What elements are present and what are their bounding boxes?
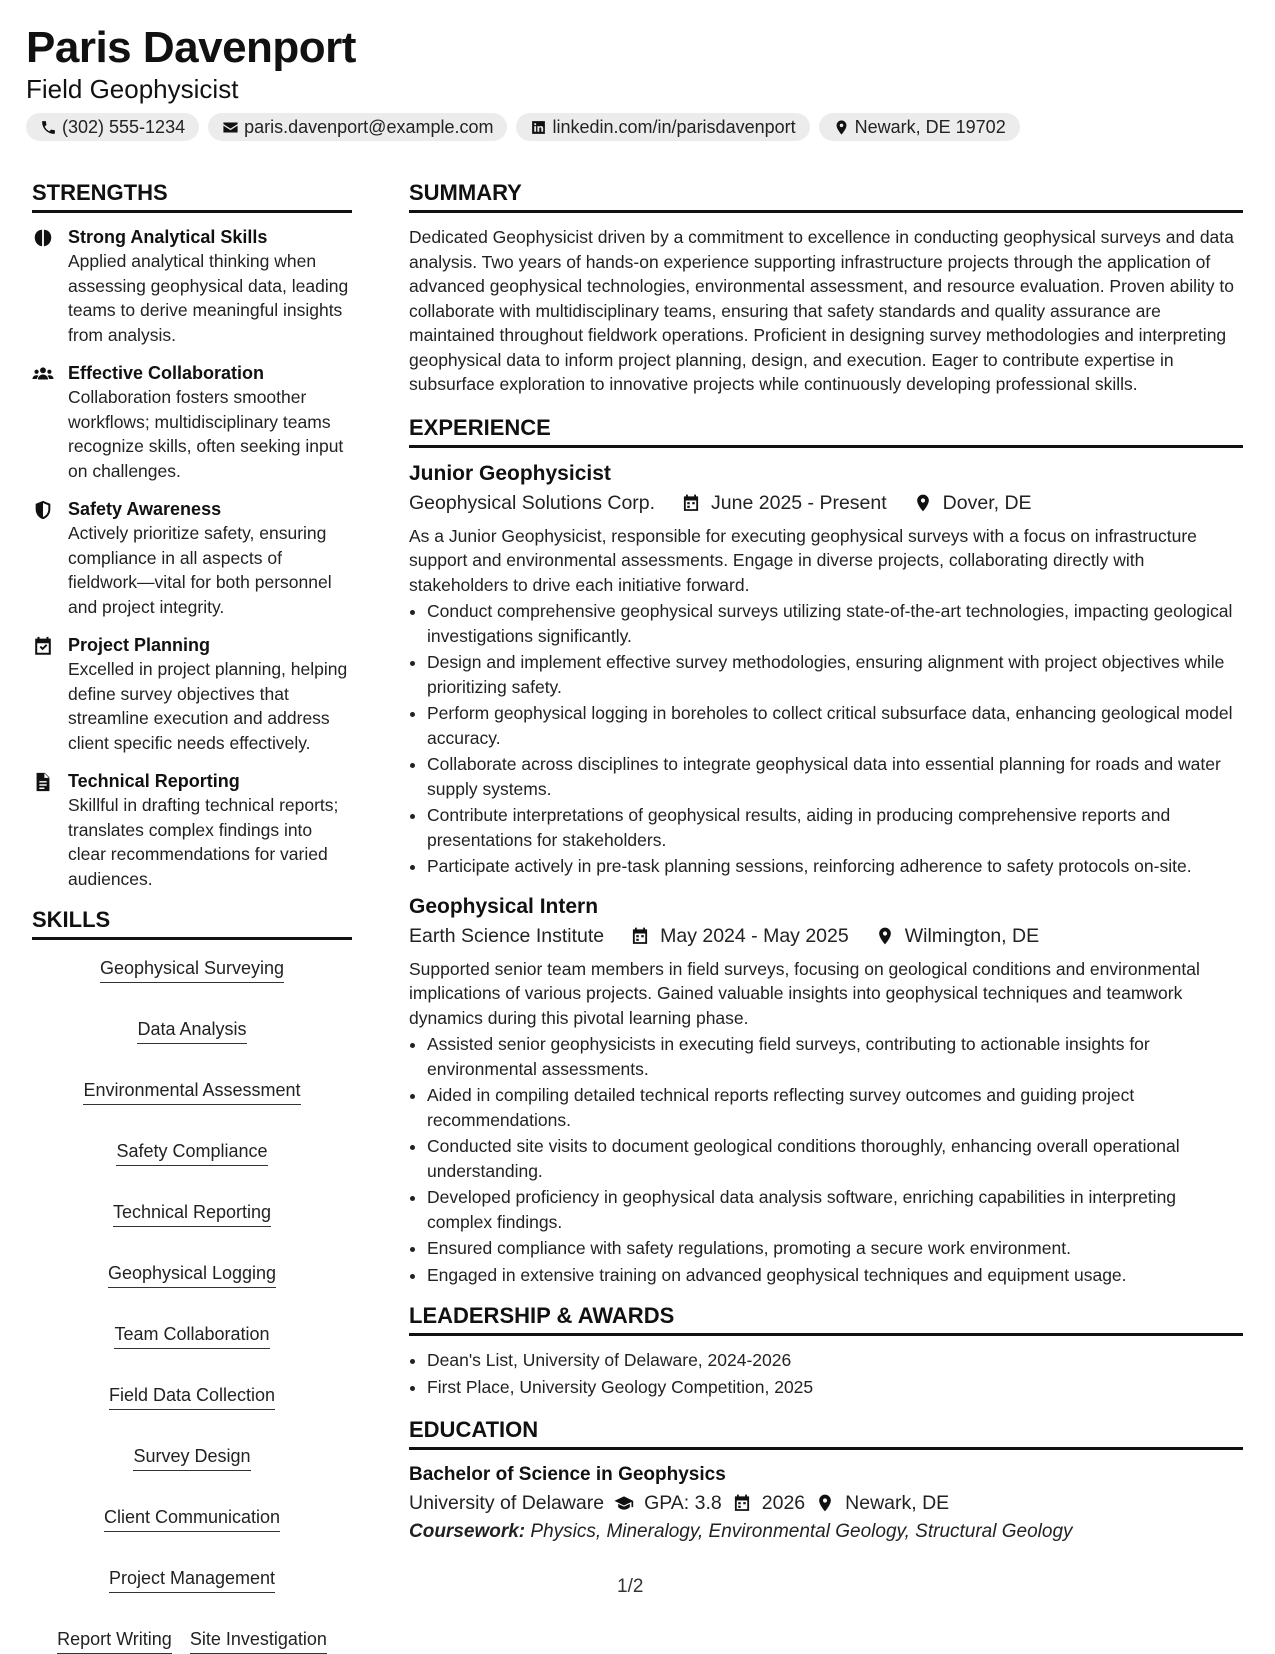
strength-item (32, 225, 352, 347)
job-company: Earth Science Institute (409, 924, 605, 947)
job-meta (409, 921, 1243, 951)
job-entry (409, 893, 1243, 1288)
skill-tag: Environmental Assessment (83, 1078, 300, 1105)
education-location: Newark, DE (845, 1492, 950, 1514)
shield-icon (32, 499, 54, 521)
users-icon (32, 363, 54, 385)
job-entry (409, 460, 1243, 879)
education-heading: EDUCATION (409, 1415, 1243, 1450)
coursework-label: Coursework: (409, 1521, 526, 1542)
calendar-check-icon (32, 635, 54, 657)
strengths-heading: STRENGTHS (32, 178, 352, 213)
education-gpa: GPA: 3.8 (644, 1492, 722, 1514)
education-coursework (409, 1518, 1243, 1546)
experience-heading: EXPERIENCE (409, 413, 1243, 448)
page-number: 1/2 (617, 1576, 644, 1597)
list-item: • Dean's List, University of Delaware, 2024-2026 (427, 1348, 1243, 1373)
list-item: • First Place, University Geology Competition, 2025 (427, 1375, 1243, 1400)
strength-item (32, 497, 352, 619)
candidate-name: Paris Davenport (26, 23, 356, 72)
skills-heading: SKILLS (32, 905, 352, 940)
strength-title: Strong Analytical Skills (68, 227, 268, 247)
contact-bar (26, 113, 1249, 141)
candidate-title: Field Geophysicist (26, 74, 239, 104)
list-item: • Contribute interpretations of geophysical results, aiding in producing comprehensive reports and presentations for stakeholders. (427, 803, 1243, 852)
right-column (409, 178, 1243, 1546)
list-item: • Conducted site visits to document geological conditions thoroughly, enhancing overall operational understanding. (427, 1134, 1243, 1183)
education-year: 2026 (761, 1492, 806, 1514)
skill-tag: Report Writing (57, 1627, 172, 1654)
strength-title: Safety Awareness (68, 499, 222, 519)
left-column (32, 178, 352, 1654)
job-bullets (409, 1032, 1243, 1287)
brain-icon (32, 227, 54, 249)
phone-icon (40, 119, 57, 136)
education-degree: Bachelor of Science in Geophysics (409, 1464, 726, 1485)
job-title: Geophysical Intern (409, 894, 599, 918)
skill-tag: Survey Design (133, 1444, 250, 1471)
skill-tag: Safety Compliance (116, 1139, 267, 1166)
skill-tag: Geophysical Logging (108, 1261, 276, 1288)
job-location: Wilmington, DE (904, 924, 1040, 947)
job-dates: June 2025 - Present (711, 491, 887, 514)
skill-tag: Technical Reporting (113, 1200, 271, 1227)
skill-tag: Field Data Collection (109, 1383, 275, 1410)
list-item: • Collaborate across disciplines to integrate geophysical data into essential planning for roads and water supply systems. (427, 752, 1243, 801)
list-item: • Perform geophysical logging in boreholes to collect critical subsurface data, enhancing geological model accuracy. (427, 701, 1243, 750)
map-pin-icon (913, 493, 933, 513)
document-icon (32, 771, 54, 793)
contact-location (819, 113, 1020, 141)
job-dates: May 2024 - May 2025 (660, 924, 849, 947)
map-pin-icon (815, 1493, 835, 1513)
skill-tag: Site Investigation (190, 1627, 327, 1654)
coursework-list: Physics, Mineralogy, Environmental Geology, Structural Geology (530, 1521, 1073, 1542)
job-bullets (409, 599, 1243, 879)
job-description: As a Junior Geophysicist, responsible for executing geophysical surveys with a focus on infrastructure support and environmental assessments. Engage in diverse projects, collaborating directly with stakeholders to drive each initiative forward. (409, 525, 1197, 595)
linkedin-icon (530, 119, 547, 136)
envelope-icon (222, 119, 239, 136)
strength-title: Effective Collaboration (68, 363, 265, 383)
skill-tag: Data Analysis (137, 1017, 246, 1044)
graduation-cap-icon (614, 1493, 634, 1513)
strength-desc: Skillful in drafting technical reports; translates complex findings into clear recommendations for varied audiences. (68, 795, 339, 889)
skill-tag: Project Management (109, 1566, 275, 1593)
strength-item (32, 769, 352, 891)
skill-tag: Geophysical Surveying (100, 956, 284, 983)
list-item: • Assisted senior geophysicists in executing field surveys, contributing to actionable insights for environmental assessments. (427, 1032, 1243, 1081)
map-pin-icon (833, 119, 850, 136)
contact-phone-text: (302) 555-1234 (62, 116, 186, 137)
strength-desc: Excelled in project planning, helping define survey objectives that streamline execution and address client specific needs effectively. (68, 659, 348, 753)
education-meta (409, 1488, 1243, 1518)
list-item: • Ensured compliance with safety regulations, promoting a secure work environment. (427, 1236, 1243, 1261)
strength-item (32, 361, 352, 483)
strength-desc: Actively prioritize safety, ensuring compliance in all aspects of fieldwork—vital for both personnel and project integrity. (68, 523, 332, 617)
list-item: • Developed proficiency in geophysical data analysis software, enriching capabilities in interpreting complex findings. (427, 1185, 1243, 1234)
strength-title: Project Planning (68, 635, 211, 655)
strength-title: Technical Reporting (68, 771, 240, 791)
strength-desc: Collaboration fosters smoother workflows; multidisciplinary teams recognize skills, often seeking input on challenges. (68, 387, 344, 481)
contact-location-text: Newark, DE 19702 (854, 116, 1006, 137)
strength-desc: Applied analytical thinking when assessing geophysical data, leading teams to derive meaningful insights from analysis. (68, 251, 349, 345)
list-item: • Aided in compiling detailed technical reports reflecting survey outcomes and guiding project recommendations. (427, 1083, 1243, 1132)
awards-list (409, 1348, 1243, 1399)
job-meta (409, 488, 1243, 518)
summary-heading: SUMMARY (409, 178, 1243, 213)
contact-linkedin-text: linkedin.com/in/parisdavenport (552, 116, 796, 137)
contact-phone[interactable] (26, 113, 199, 141)
calendar-icon (630, 926, 650, 946)
list-item: • Engaged in extensive training on advanced geophysical techniques and equipment usage. (427, 1263, 1243, 1288)
job-location: Dover, DE (942, 491, 1032, 514)
resume-header (26, 22, 1249, 141)
job-title: Junior Geophysicist (409, 461, 611, 485)
education-school: University of Delaware (409, 1492, 605, 1514)
summary-text: Dedicated Geophysicist driven by a commitment to excellence in conducting geophysical surveys and data analysis. Two years of hands-on experience supporting infrastructure projects through the application of advanced geophysical technologies, environmental assessment, and resource evaluation. Proven ability to collaborate with multidisciplinary teams, ensuring that safety standards and quality assurance are maintained throughout fieldwork operations. Proficient in designing survey methodologies and interpreting geophysical data to inform project planning, design, and execution. Eager to contribute expertise in subsurface exploration to innovative projects while continuously developing professional skills. (409, 227, 1234, 394)
job-company: Geophysical Solutions Corp. (409, 491, 656, 514)
skills-list (32, 956, 352, 1654)
skill-tag: Team Collaboration (114, 1322, 269, 1349)
list-item: • Conduct comprehensive geophysical surveys utilizing state-of-the-art technologies, impacting geological investigations significantly. (427, 599, 1243, 648)
awards-heading: LEADERSHIP & AWARDS (409, 1301, 1243, 1336)
strength-item (32, 633, 352, 755)
list-item: • Design and implement effective survey methodologies, ensuring alignment with project objectives while prioritizing safety. (427, 650, 1243, 699)
calendar-icon (732, 1493, 752, 1513)
contact-email[interactable] (208, 113, 507, 141)
list-item: • Participate actively in pre-task planning sessions, reinforcing adherence to safety protocols on-site. (427, 854, 1243, 879)
map-pin-icon (875, 926, 895, 946)
calendar-icon (681, 493, 701, 513)
job-description: Supported senior team members in field surveys, focusing on geological conditions and environmental implications of various projects. Gained valuable insights into geophysical techniques and teamwork dynamics during this pivotal learning phase. (409, 958, 1200, 1028)
skill-tag: Client Communication (104, 1505, 280, 1532)
contact-email-text: paris.davenport@example.com (244, 116, 494, 137)
contact-linkedin[interactable] (516, 113, 809, 141)
